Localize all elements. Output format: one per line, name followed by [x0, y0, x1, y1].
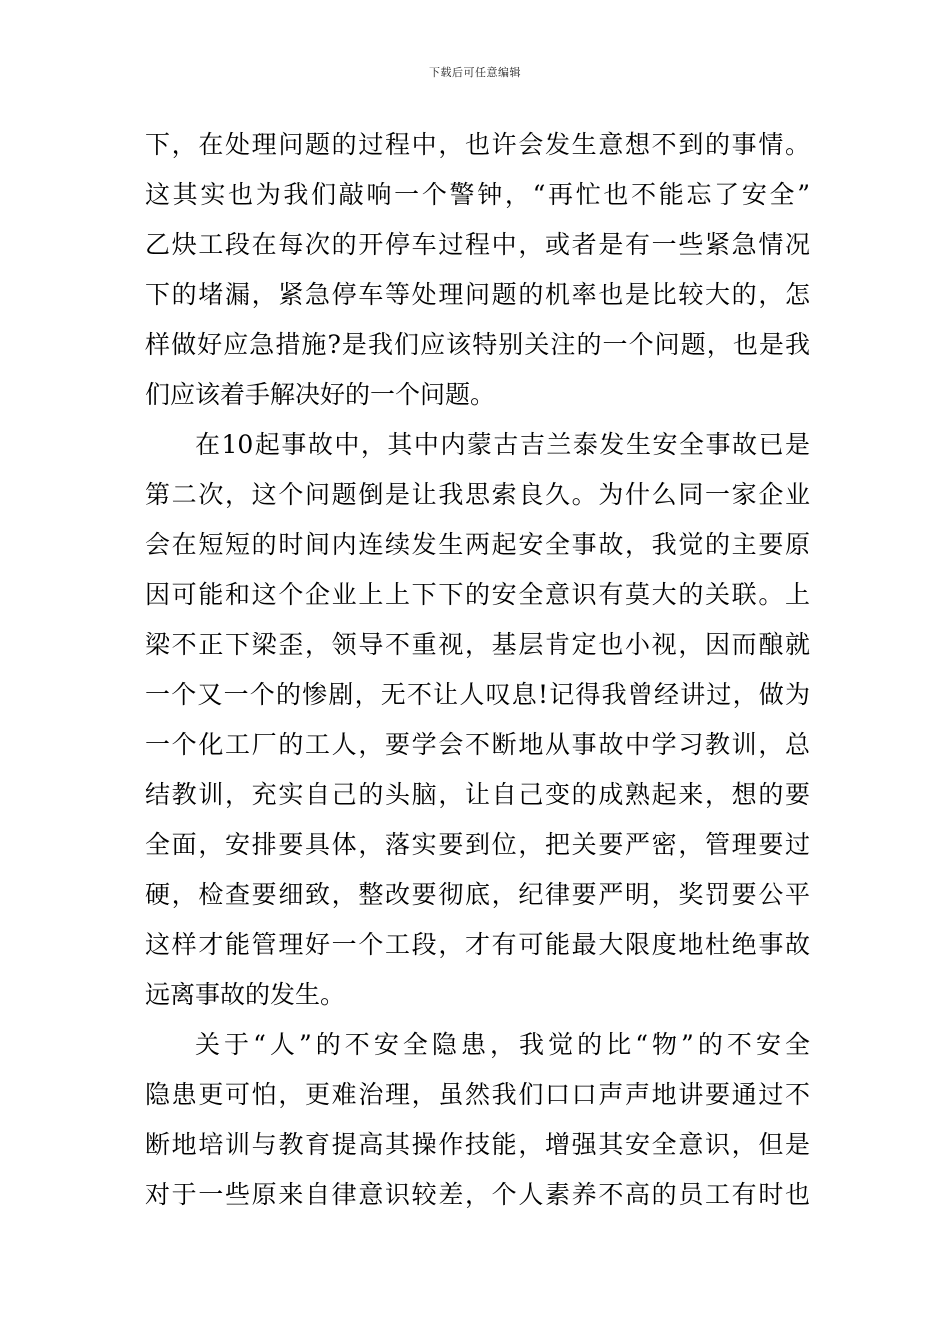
text-line: 样做好应急措施?是我们应该特别关注的一个问题，也是我 [145, 330, 810, 359]
paragraph-3 [145, 1020, 810, 1220]
text-line: 们应该着手解决好的一个问题。 [145, 380, 496, 409]
text-line: 第二次，这个问题倒是让我思索良久。为什么同一家企业 [145, 480, 810, 509]
text-line: 在10起事故中，其中内蒙古吉兰泰发生安全事故已是 [195, 430, 810, 459]
document-body [145, 120, 810, 1220]
text-line: 梁不正下梁歪，领导不重视，基层肯定也小视，因而酿就 [145, 630, 810, 659]
paragraph-1 [145, 120, 810, 420]
text-line: 会在短短的时间内连续发生两起安全事故，我觉的主要原 [145, 530, 810, 559]
text-line: 下的堵漏，紧急停车等处理问题的机率也是比较大的，怎 [145, 280, 810, 309]
text-line: 因可能和这个企业上上下下的安全意识有莫大的关联。上 [145, 580, 810, 609]
text-line: 关于“人”的不安全隐患，我觉的比“物”的不安全 [195, 1030, 810, 1059]
page-header: 下载后可任意编辑 [429, 66, 521, 79]
text-line: 这样才能管理好一个工段，才有可能最大限度地杜绝事故 [145, 930, 810, 959]
text-line: 隐患更可怕，更难治理，虽然我们口口声声地讲要通过不 [145, 1080, 810, 1109]
text-line: 硬，检查要细致，整改要彻底，纪律要严明，奖罚要公平 [145, 880, 810, 909]
text-line: 一个又一个的惨剧，无不让人叹息!记得我曾经讲过，做为 [145, 680, 810, 709]
text-line: 远离事故的发生。 [145, 980, 346, 1009]
paragraph-2 [145, 420, 810, 1020]
text-line: 下，在处理问题的过程中，也许会发生意想不到的事情。 [145, 130, 810, 159]
text-line: 乙炔工段在每次的开停车过程中，或者是有一些紧急情况 [145, 230, 810, 259]
text-line: 一个化工厂的工人，要学会不断地从事故中学习教训，总 [145, 730, 810, 759]
text-line: 断地培训与教育提高其操作技能，增强其安全意识，但是 [145, 1130, 810, 1159]
text-line: 全面，安排要具体，落实要到位，把关要严密，管理要过 [145, 830, 810, 859]
text-line: 对于一些原来自律意识较差，个人素养不高的员工有时也 [145, 1180, 810, 1209]
text-line: 这其实也为我们敲响一个警钟，“再忙也不能忘了安全” [145, 180, 810, 209]
text-line: 结教训，充实自己的头脑，让自己变的成熟起来，想的要 [145, 780, 810, 809]
